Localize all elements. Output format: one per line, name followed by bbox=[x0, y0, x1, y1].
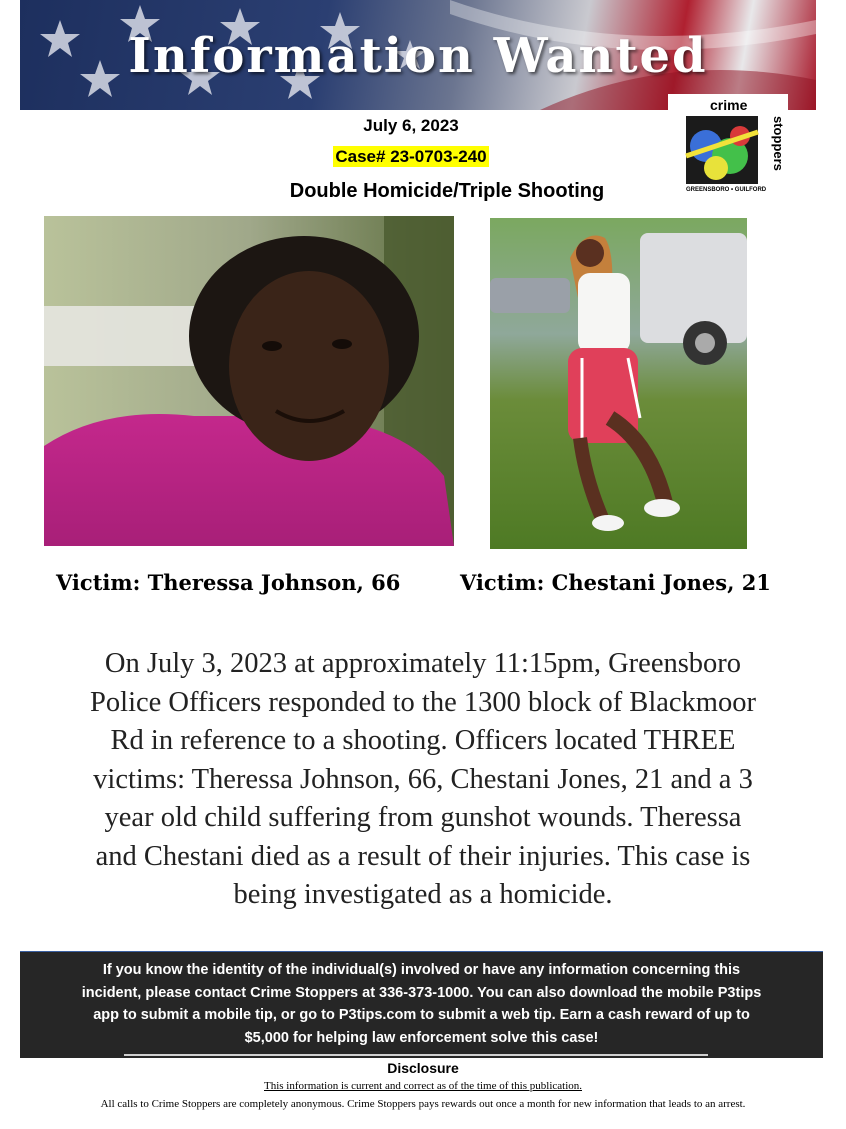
divider bbox=[124, 1054, 708, 1056]
victim-caption-2: Victim: Chestani Jones, 21 bbox=[460, 570, 771, 595]
tip-text bbox=[20, 952, 823, 1049]
logo-bottom-text: GREENSBORO • GUILFORD bbox=[686, 187, 767, 193]
story-line: Police Officers responded to the 1300 block of Blackmoor bbox=[90, 686, 756, 718]
tip-line: incident, please contact Crime Stoppers at 336-373-1000. You can also download the mobile P3tips bbox=[81, 984, 762, 1001]
disclosure-line-1: This information is current and correct as of the time of this publication. bbox=[264, 1080, 582, 1092]
tip-line: If you know the identity of the individual(s) involved or have any information concerning this bbox=[102, 962, 741, 978]
story-line: Rd in reference to a shooting. Officers located THREE bbox=[110, 725, 736, 756]
tip-line: $5,000 for helping law enforcement solve this case! bbox=[244, 1029, 599, 1046]
story-line: being investigated as a homicide. bbox=[233, 879, 613, 910]
disclosure-line-2: All calls to Crime Stoppers are completely anonymous. Crime Stoppers pays rewards out once a month for new information that leads to an arrest. bbox=[100, 1098, 746, 1110]
incident-description bbox=[40, 645, 806, 915]
victim-photo-1 bbox=[44, 216, 454, 546]
tip-line: app to submit a mobile tip, or go to P3tips.com to submit a web tip. Earn a cash reward of up to bbox=[93, 1007, 750, 1023]
logo-side-text: stoppers bbox=[771, 116, 786, 171]
victim-photo-2 bbox=[490, 218, 747, 549]
crime-type: Double Homicide/Triple Shooting bbox=[289, 180, 605, 202]
logo-top-text: crime bbox=[710, 97, 748, 113]
story-line: On July 3, 2023 at approximately 11:15pm, Greensboro bbox=[104, 648, 742, 679]
story-line: and Chestani died as a result of their injuries. This case is bbox=[95, 840, 751, 872]
story-line: victims: Theressa Johnson, 66, Chestani Jones, 21 and a 3 bbox=[93, 763, 753, 795]
case-number bbox=[0, 147, 834, 167]
page-title: Information Wanted bbox=[128, 28, 708, 84]
bulletin-date: July 6, 2023 bbox=[363, 116, 459, 135]
tip-box bbox=[20, 951, 823, 1058]
victim-caption-1: Victim: Theressa Johnson, 66 bbox=[56, 570, 401, 595]
crime-stoppers-logo bbox=[668, 94, 788, 194]
disclosure-heading: Disclosure bbox=[387, 1060, 459, 1076]
case-number-highlight: Case# 23-0703-240 bbox=[335, 147, 487, 166]
story-line: year old child suffering from gunshot wounds. Theressa bbox=[104, 802, 742, 833]
